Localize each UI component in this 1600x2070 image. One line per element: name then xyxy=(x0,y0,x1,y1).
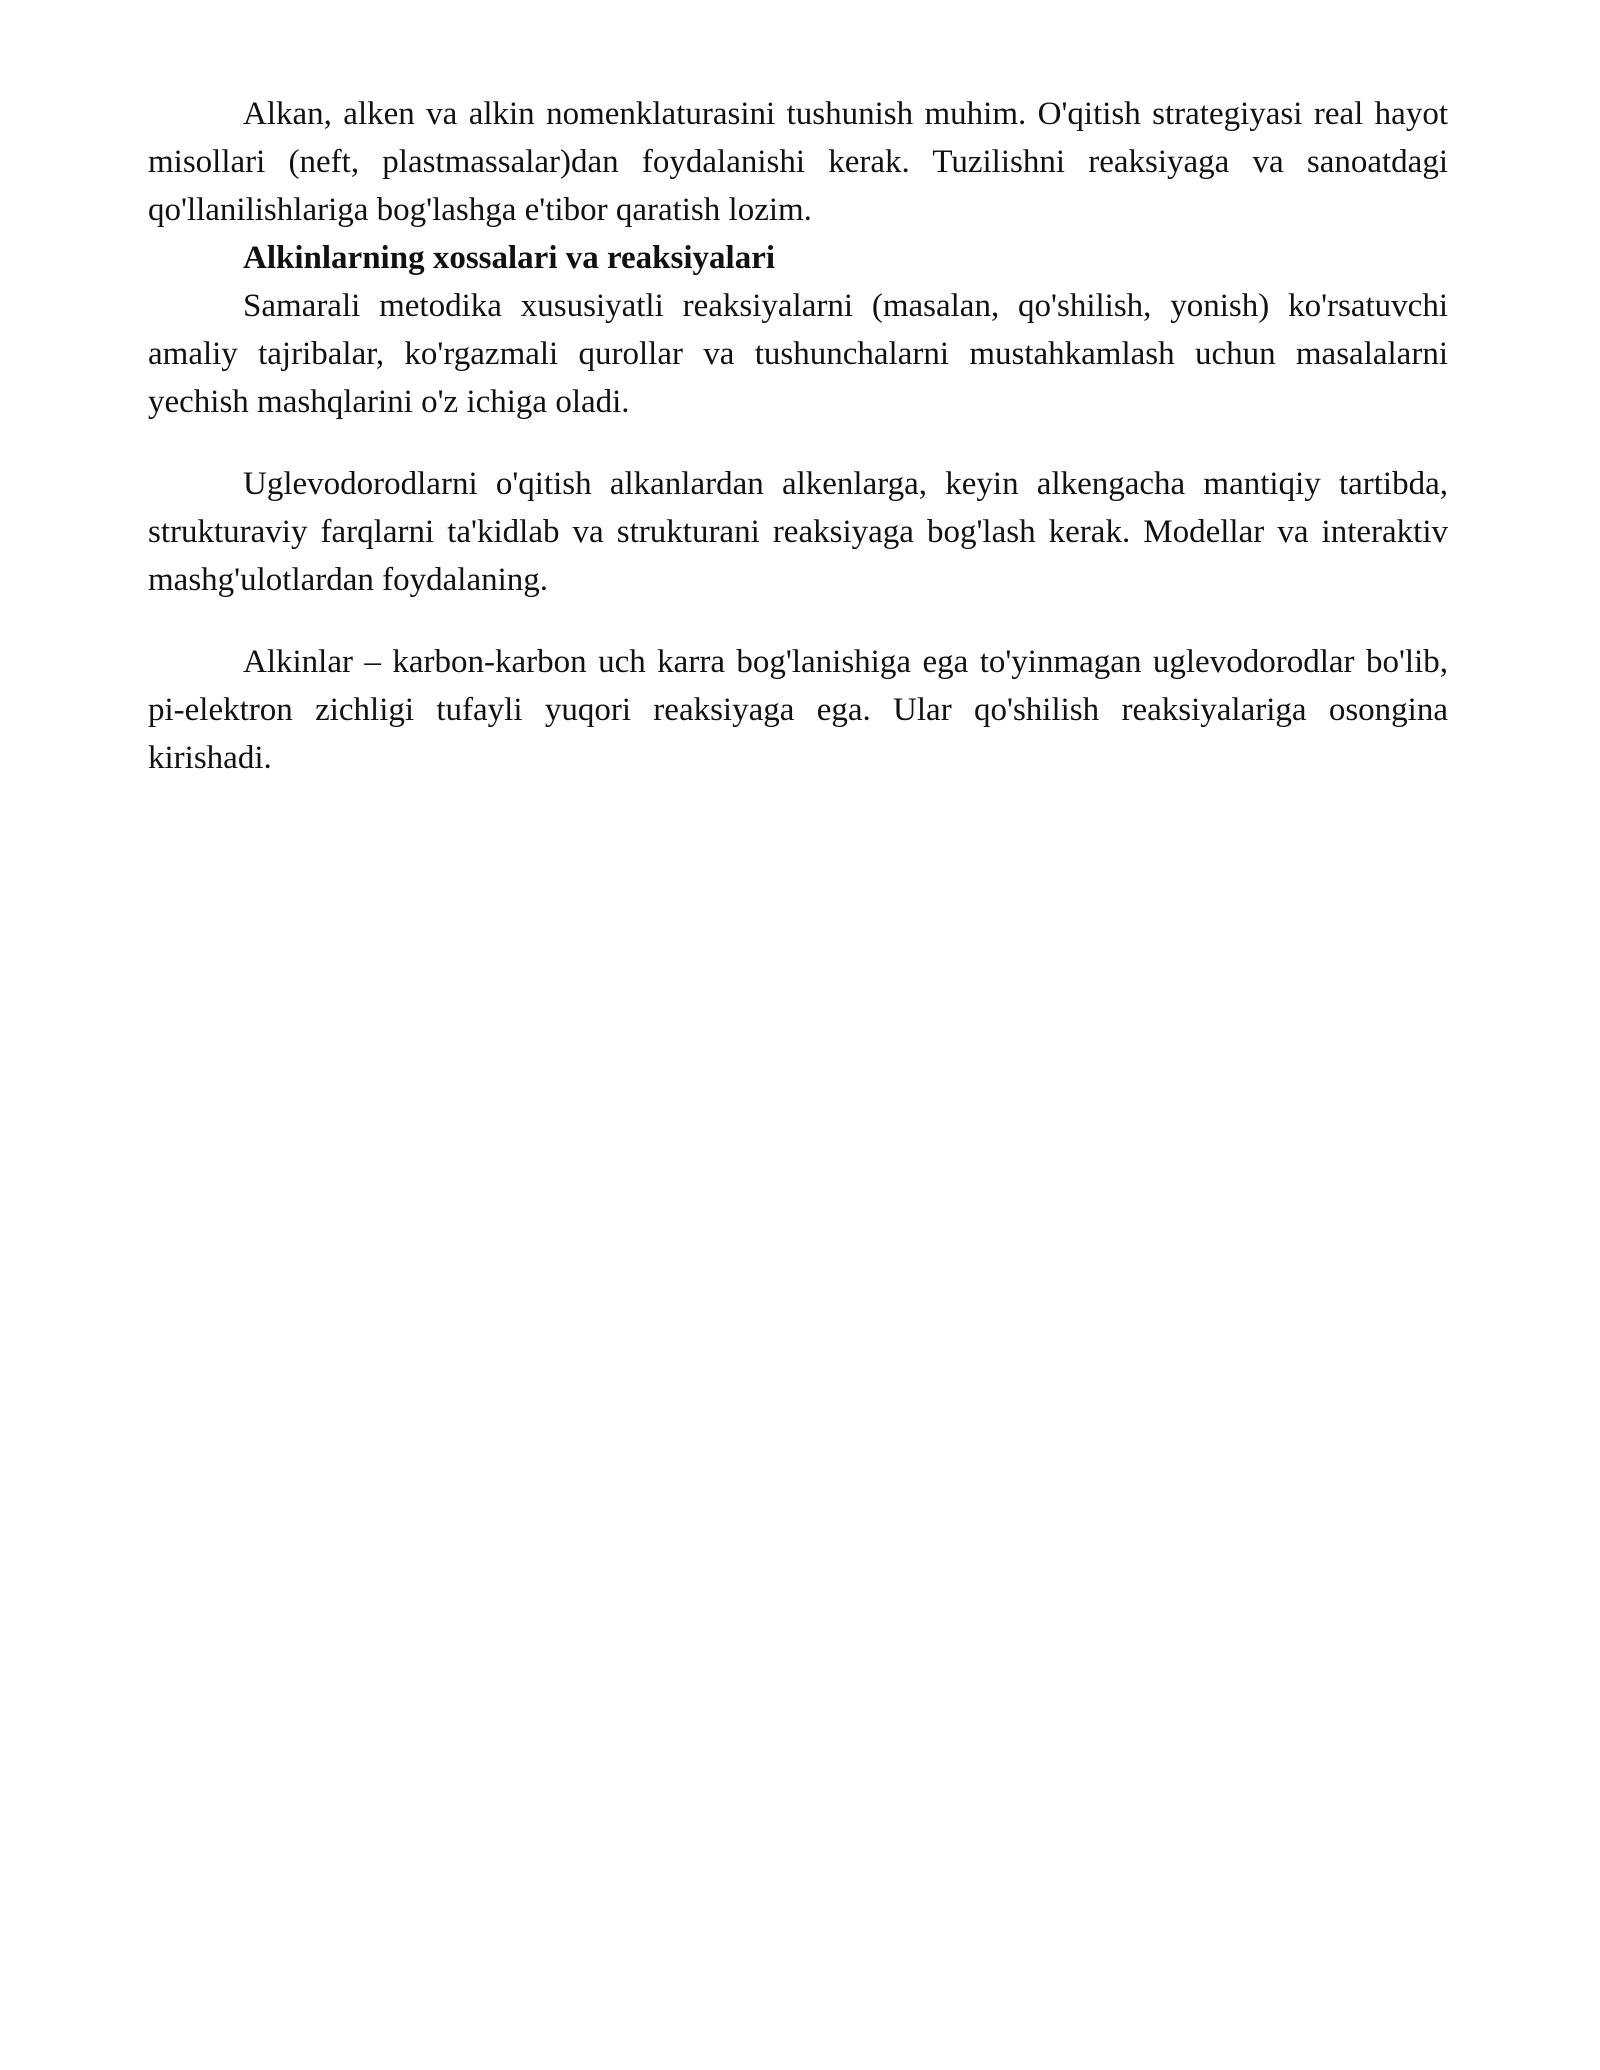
section-heading: Alkinlarning xossalari va reaksiyalari xyxy=(243,240,776,276)
paragraph-methodology: Samarali metodika xususiyatli reaksiyalarni (masalan, qo'shilish, yonish) ko'rsatuvchi amaliy tajribalar, ko'rgazmali qurollar va tushunchalarni mustahkamlash uchun masalalarni yechish mashqlarini o'z ichiga oladi. xyxy=(148,288,1448,420)
paragraph-intro: Alkan, alken va alkin nomenklaturasini tushunish muhim. O'qitish strategiyasi real hayot misollari (neft, plastmassalar)dan foydalanishi kerak. Tuzilishni reaksiyaga va sanoatdagi qo'llanilishlariga bog'lashga e'tibor qaratish lozim. xyxy=(148,96,1448,228)
paragraph-teaching-order: Uglevodorodlarni o'qitish alkanlardan alkenlarga, keyin alkengacha mantiqiy tartibda, strukturaviy farqlarni ta'kidlab va strukturani reaksiyaga bog'lash kerak. Modellar va interaktiv mashg'ulotlardan foydalaning. xyxy=(148,466,1448,598)
paragraph-alkynes: Alkinlar – karbon-karbon uch karra bog'lanishiga ega to'yinmagan uglevodorodlar bo'lib, pi-elektron zichligi tufayli yuqori reaksiyaga ega. Ular qo'shilish reaksiyalariga osongina kirishadi. xyxy=(148,644,1448,776)
document-page xyxy=(148,90,1448,782)
